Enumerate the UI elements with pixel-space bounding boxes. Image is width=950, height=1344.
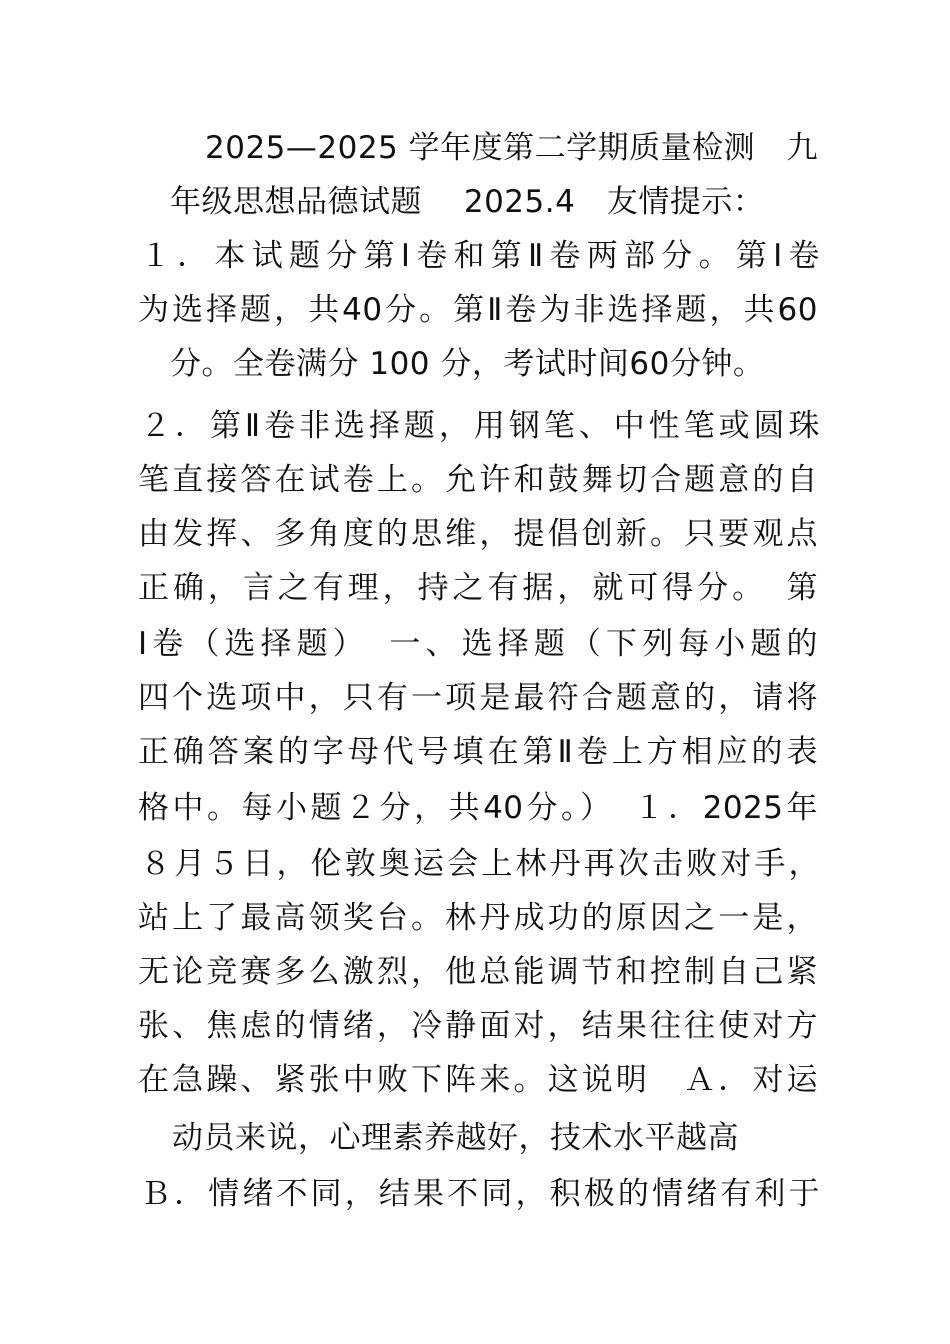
text-line: 站上了最高领奖台。林丹成功的原因之一是， xyxy=(138,900,818,936)
text-line: 四个选项中，只有一项是最符合题意的，请将 xyxy=(138,680,818,716)
text-line: 为选择题，共40分。第Ⅱ卷为非选择题，共60 xyxy=(138,292,818,328)
text-line: 格中。每小题２分，共40分。） １．2025年 xyxy=(138,790,818,826)
text-line: 张、焦虑的情绪，冷静面对，结果往往使对方 xyxy=(138,1008,818,1044)
text-line: Ⅰ卷（选择题） 一、选择题（下列每小题的 xyxy=(138,626,818,662)
text-line: ２．第Ⅱ卷非选择题，用钢笔、中性笔或圆珠 xyxy=(140,408,820,444)
text-line: 正确答案的字母代号填在第Ⅱ卷上方相应的表 xyxy=(138,734,818,770)
text-line: １．本试题分第Ⅰ卷和第Ⅱ卷两部分。第Ⅰ卷 xyxy=(140,238,820,274)
text-line: ８月５日，伦敦奥运会上林丹再次击败对手， xyxy=(140,846,820,882)
text-line: Ｂ．情绪不同，结果不同，积极的情绪有利于 xyxy=(140,1176,820,1212)
text-line: 2025—2025 学年度第二学期质量检测 九 xyxy=(205,130,819,166)
text-line: 动员来说，心理素养越好，技术水平越高 xyxy=(172,1120,739,1156)
text-line: 年级思想品德试题 2025.4 友情提示： xyxy=(170,184,765,220)
text-line: 由发挥、多角度的思维，提倡创新。只要观点 xyxy=(138,516,818,552)
text-line: 无论竞赛多么激烈，他总能调节和控制自己紧 xyxy=(138,954,818,990)
text-line: 在急躁、紧张中败下阵来。这说明 Ａ．对运 xyxy=(138,1062,818,1098)
text-line: 笔直接答在试卷上。允许和鼓舞切合题意的自 xyxy=(138,462,818,498)
text-line: 分。全卷满分 100 分，考试时间60分钟。 xyxy=(170,346,765,382)
text-line: 正确，言之有理，持之有据，就可得分。 第 xyxy=(138,570,818,606)
